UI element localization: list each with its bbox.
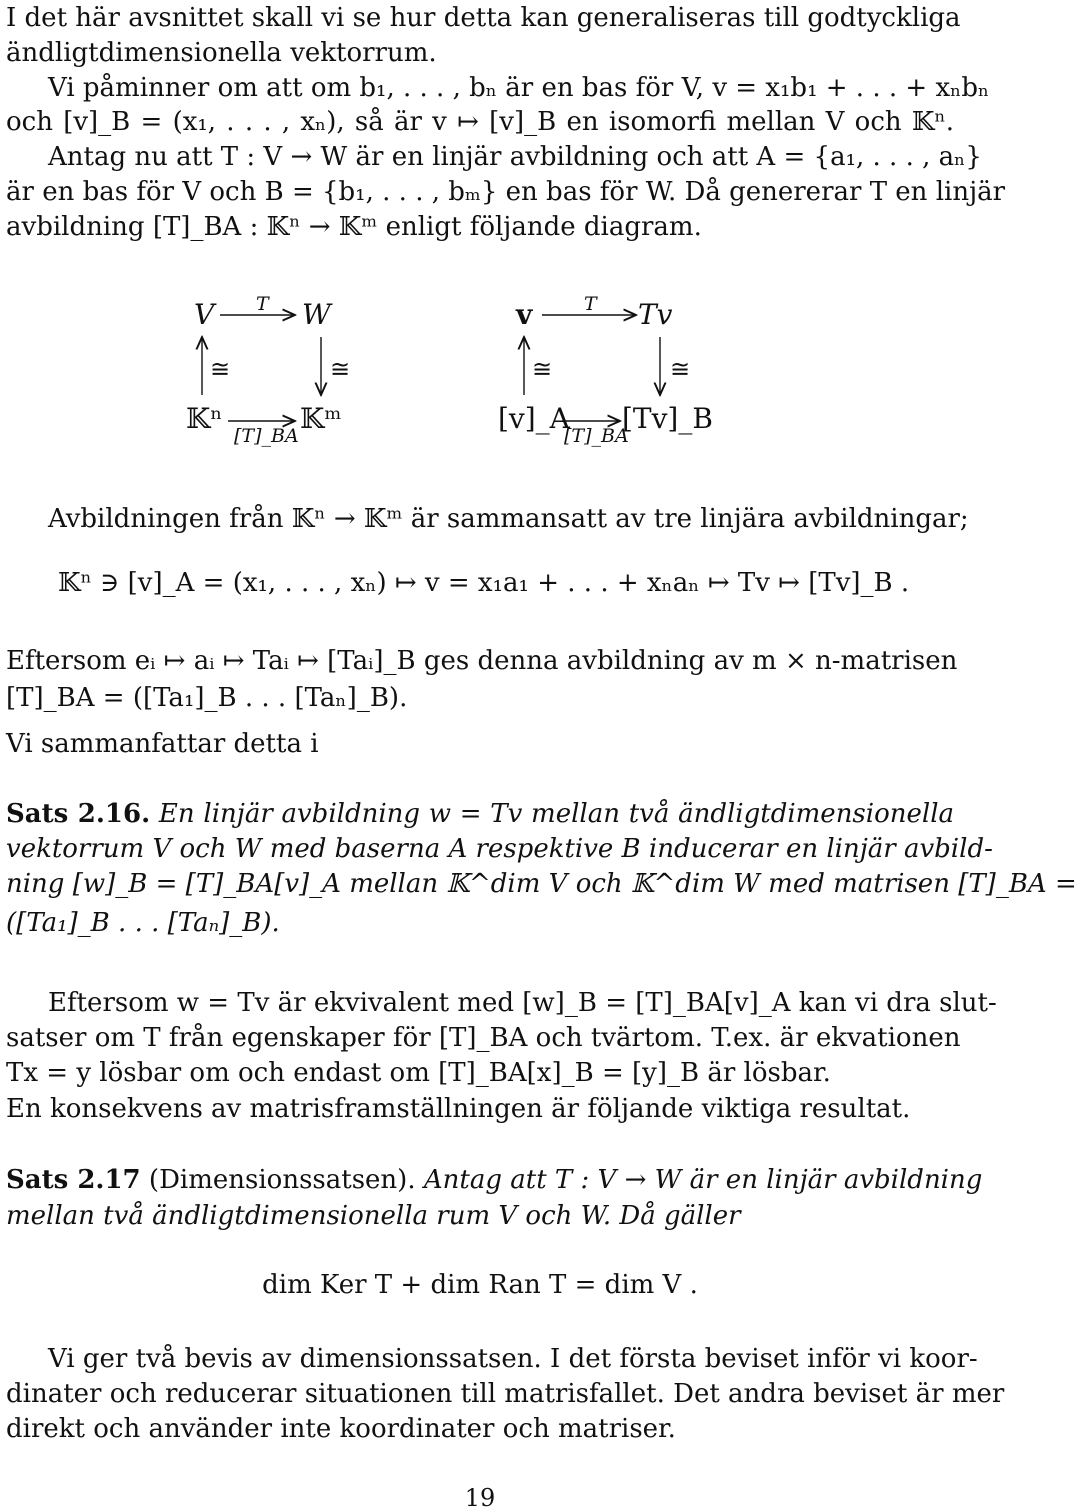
theorem-2-17-line-2: mellan två ändligtdimensionella rum V och W. Då gäller [6,1201,741,1231]
theorem-2-16-line-3: ning [w]_B = [T]_BA[v]_A mellan 𝕂^dim V och 𝕂^dim W med matrisen [T]_BA = [6,869,1077,899]
theorem-2-17-title: (Dimensionssatsen). [148,1165,416,1195]
node-bottom-right: 𝕂ᵐ [300,402,342,435]
intro-line-7: avbildning [T]_BA : 𝕂ⁿ → 𝕂ᵐ enligt följande diagram. [6,212,702,242]
theorem-2-16-text-1: En linjär avbildning w = Tv mellan två ändligtdimensionella [158,799,955,829]
left-iso-label: ≅ [210,355,231,383]
closing-line-1: Vi ger två bevis av dimensionssatsen. I det första beviset inför vi koor- [48,1344,978,1374]
after-216-line-4: En konsekvens av matrisframställningen är följande viktiga resultat. [6,1094,911,1124]
left-iso-label: ≅ [532,355,553,383]
intro-line-4: och [v]_B = (x₁, . . . , xₙ), så är v ↦ [v]_B en isomorfi mellan V och 𝕂ⁿ. [6,107,954,137]
bottom-arrow-label: [T]_BA [234,425,299,447]
composition-display: 𝕂ⁿ ∋ [v]_A = (x₁, . . . , xₙ) ↦ v = x₁a₁ + . . . + xₙaₙ ↦ Tv ↦ [Tv]_B . [58,568,910,598]
top-arrow-label: T [256,293,269,315]
middle-line-1: Avbildningen från 𝕂ⁿ → 𝕂ᵐ är sammansatt av tre linjära avbildningar; [48,504,969,534]
commutative-diagram-vectors [498,295,738,455]
theorem-2-16-line-2: vektorrum V och W med baserna A respektive B inducerar en linjär avbild- [6,834,993,864]
node-top-left: V [194,298,215,331]
theorem-2-17-label: Sats 2.17 [6,1165,141,1195]
top-arrow-label: T [584,293,597,315]
middle-line-2: Eftersom eᵢ ↦ aᵢ ↦ Taᵢ ↦ [Taᵢ]_B ges denna avbildning av m × n-matrisen [6,646,958,676]
middle-line-4: Vi sammanfattar detta i [6,729,319,759]
theorem-2-17-text-1: Antag att T : V → W är en linjär avbildning [423,1165,983,1195]
intro-line-5: Antag nu att T : V → W är en linjär avbildning och att A = {a₁, . . . , aₙ} [48,142,982,172]
commutative-diagram-spaces [180,295,380,455]
intro-line-3: Vi påminner om att om b₁, . . . , bₙ är en bas för V, v = x₁b₁ + . . . + xₙbₙ [48,73,990,103]
intro-line-6: är en bas för V och B = {b₁, . . . , bₘ} en bas för W. Då genererar T en linjär [6,177,1006,207]
dimension-formula: dim Ker T + dim Ran T = dim V . [262,1270,698,1300]
theorem-2-16-line-4: ([Ta₁]_B . . . [Taₙ]_B). [6,908,280,938]
node-bottom-right: [Tv]_B [622,402,713,435]
closing-line-2: dinater och reducerar situationen till matrisfallet. Det andra beviset är mer [6,1379,1005,1409]
intro-line-1: I det här avsnittet skall vi se hur detta kan generaliseras till godtyckliga [6,3,961,33]
intro-line-2: ändligtdimensionella vektorrum. [6,38,437,68]
node-top-right: W [302,298,331,331]
right-iso-label: ≅ [670,355,691,383]
after-216-line-1: Eftersom w = Tv är ekvivalent med [w]_B = [T]_BA[v]_A kan vi dra slut- [48,988,997,1018]
after-216-line-3: Tx = y lösbar om och endast om [T]_BA[x]_B = [y]_B är lösbar. [6,1058,831,1088]
right-iso-label: ≅ [330,355,351,383]
middle-line-3: [T]_BA = ([Ta₁]_B . . . [Taₙ]_B). [6,683,408,713]
node-bottom-left: 𝕂ⁿ [186,402,223,435]
closing-line-3: direkt och använder inte koordinater och matriser. [6,1414,676,1444]
theorem-2-16-label: Sats 2.16. [6,799,151,829]
bottom-arrow-label: [T]_BA [564,425,629,447]
after-216-line-2: satser om T från egenskaper för [T]_BA och tvärtom. T.ex. är ekvationen [6,1023,961,1053]
node-top-right: Tv [638,298,673,331]
page-number: 19 [464,1484,496,1512]
node-top-left: v [516,298,533,331]
node-bottom-left: [v]_A [498,402,570,435]
theorem-2-16-line-1 [6,797,954,831]
theorem-2-17-line-1 [6,1163,983,1197]
